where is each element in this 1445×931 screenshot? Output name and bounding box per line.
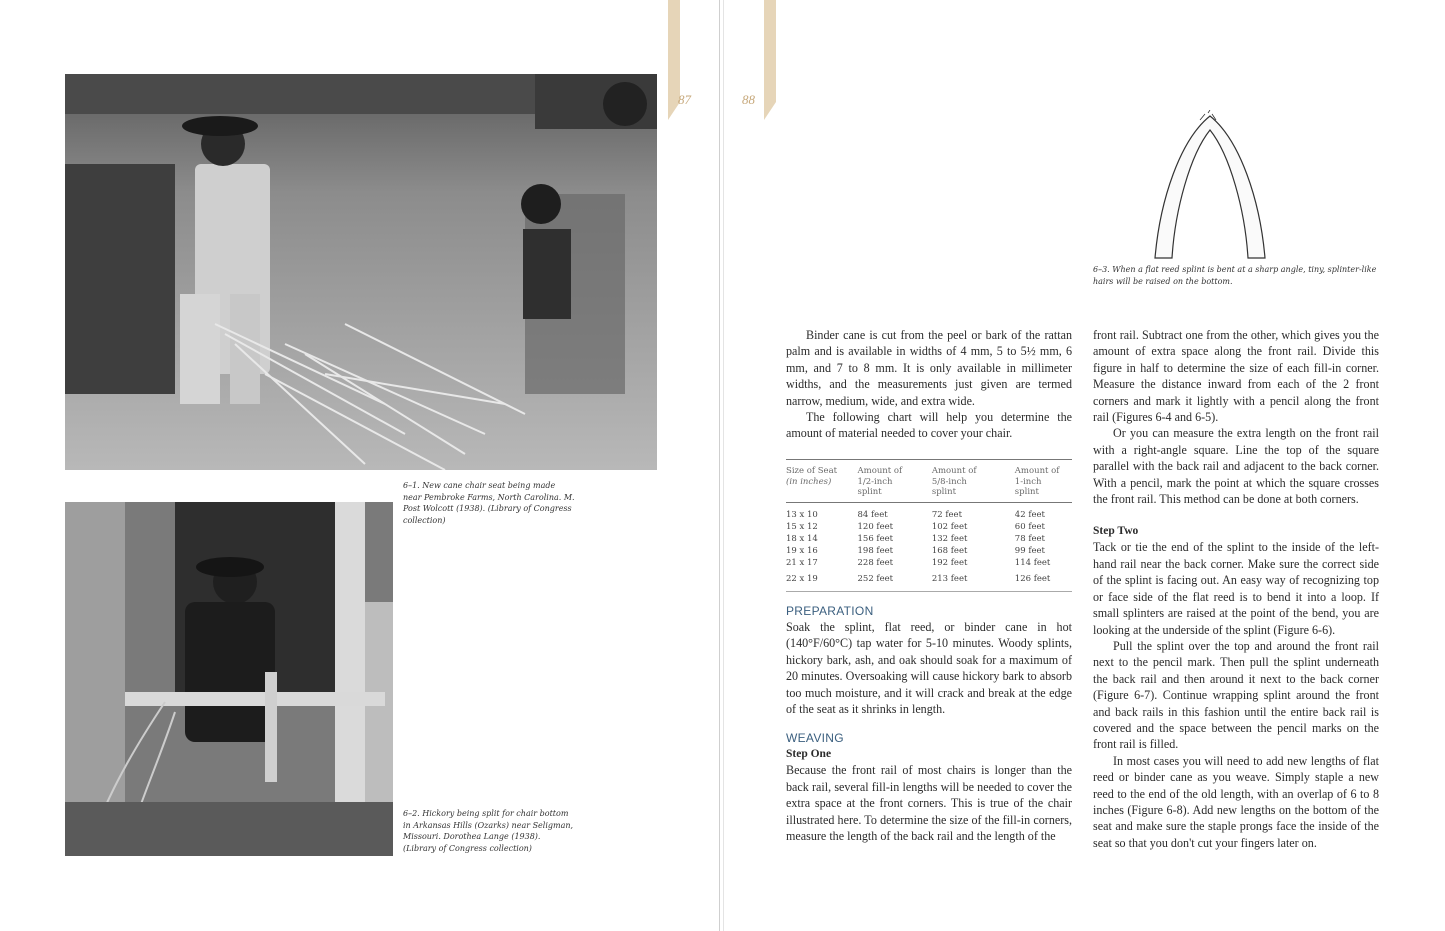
table-header-size: Size of Seat (in inches) [786, 460, 858, 503]
text-column-1 [786, 327, 1072, 442]
paragraph-front-rail: front rail. Subtract one from the other, which gives you the amount of extra space along the front rail. Divide this figure in half to determine the size of each fill-in corner. Measure the distance inward from each of the 2 front corners and mark it lightly with a pencil along the front rail (Figures 6-4 and 6-5). [1093, 328, 1379, 425]
table-row: 18 x 14 156 feet 132 feet 78 feet [786, 533, 1045, 544]
heading-preparation: PREPARATION [786, 604, 874, 618]
table-row: 22 x 19 252 feet 213 feet 126 feet [786, 569, 1072, 592]
paragraph-binder-cane: Binder cane is cut from the peel or bark of the rattan palm and is available in widths of 4 mm, 5 to 5½ mm, 6 mm, and 7 to 8 mm. It is only available in millimeter widths, and the measurements just given are termed narrow, medium, wide, and extra wide. [786, 328, 1072, 408]
caption-fig-6-2: 6–2. Hickory being split for chair bottom in Arkansas Hills (Ozarks) near Seligman, Missouri. Dorothea Lange (1938). (Library of Congress collection) [403, 809, 574, 853]
figure-bent-splint [1150, 110, 1270, 260]
chapter-tab-right [764, 0, 776, 120]
heading-step-one: Step One [786, 748, 832, 761]
splint-amount-table [786, 459, 1072, 592]
paragraph-wrapping: Pull the splint over the top and around the front rail next to the pencil mark. Then pull the splint underneath the back rail and then around it next to the back corner (Figure 6-7). Continue wrapping splint around the front and back rails in this fashion until the entire back rail is covered and the space between the pencil marks on the front rail is filled. [1093, 638, 1379, 752]
paragraph-chart-intro: The following chart will help you determine the amount of material needed to cover your chair. [786, 410, 1072, 441]
table-header-half-inch: Amount of 1/2-inch splint [858, 460, 932, 503]
text-column-1-lower [786, 604, 1072, 844]
paragraph-right-angle: Or you can measure the extra length on the front rail with a right-angle square. Line the top of the square parallel with the back rail and adjacent to the back corner. With a pencil, mark the point at which the square crosses the front rail. This method can be done at both corners. [1093, 426, 1379, 507]
heading-step-two: Step Two [1093, 525, 1139, 538]
table-row: 13 x 10 84 feet 72 feet 42 feet [786, 509, 1045, 520]
photo-chair-caning [65, 74, 657, 470]
table-header-five-eighths: Amount of 5/8-inch splint [932, 460, 1015, 503]
caption-fig-6-3: 6–3. When a flat reed splint is bent at a sharp angle, tiny, splinter-like hairs will be raised on the bottom. [1093, 265, 1377, 286]
paragraph-new-lengths: In most cases you will need to add new lengths of flat reed or binder cane as you weave. Simply staple a new reed to the end of the old length, with an overlap of 6 to 8 inches (Figure 6-8). Add new lengths on the bottom of the seat and make sure the staple prongs face the inside of the seat so that you don't cut your fingers later on. [1093, 753, 1379, 850]
paragraph-preparation: Soak the splint, flat reed, or binder cane in hot (140°F/60°C) tap water for 5-10 minutes. Woody splints, hickory bark, ash, and oak should soak for a maximum of 20 minutes. Oversoaking will cause hickory bark to absorb too much moisture, and it will crack and break at the edge of the seat as it shrinks in length. [786, 620, 1072, 717]
page-number-left: 87 [678, 92, 691, 107]
page-gutter-shadow [723, 0, 724, 931]
table-row: 15 x 12 120 feet 102 feet 60 feet [786, 521, 1045, 532]
page-gutter [719, 0, 720, 931]
table-header-one-inch: Amount of 1-inch splint [1015, 460, 1072, 503]
caption-fig-6-1: 6–1. New cane chair seat being made near Pembroke Farms, North Carolina. M. Post Wolcott (1938). (Library of Congress collection) [403, 481, 575, 525]
photo-hickory-splitting [65, 502, 393, 856]
page-number-right: 88 [742, 92, 755, 107]
paragraph-step-two: Tack or tie the end of the splint to the inside of the left-hand rail near the back corner. Make sure the correct side of the splint is facing out. An easy way of recognizing top or face side of the flat reed is to bend it into a loop. If small splinters are raised at the point of the bend, you are looking at the underside of the splint (Figure 6-6). [1093, 540, 1379, 637]
heading-weaving: WEAVING [786, 731, 844, 746]
text-column-2 [1093, 327, 1379, 851]
table-row: 19 x 16 198 feet 168 feet 99 feet [786, 545, 1045, 556]
table-row: 21 x 17 228 feet 192 feet 114 feet [786, 557, 1051, 568]
paragraph-step-one: Because the front rail of most chairs is longer than the back rail, several fill-in lengths will be needed to cover the extra space at the front corners. This is true of the chair illustrated here. To determine the size of the fill-in corners, measure the length of the back rail and the length of the [786, 763, 1072, 844]
